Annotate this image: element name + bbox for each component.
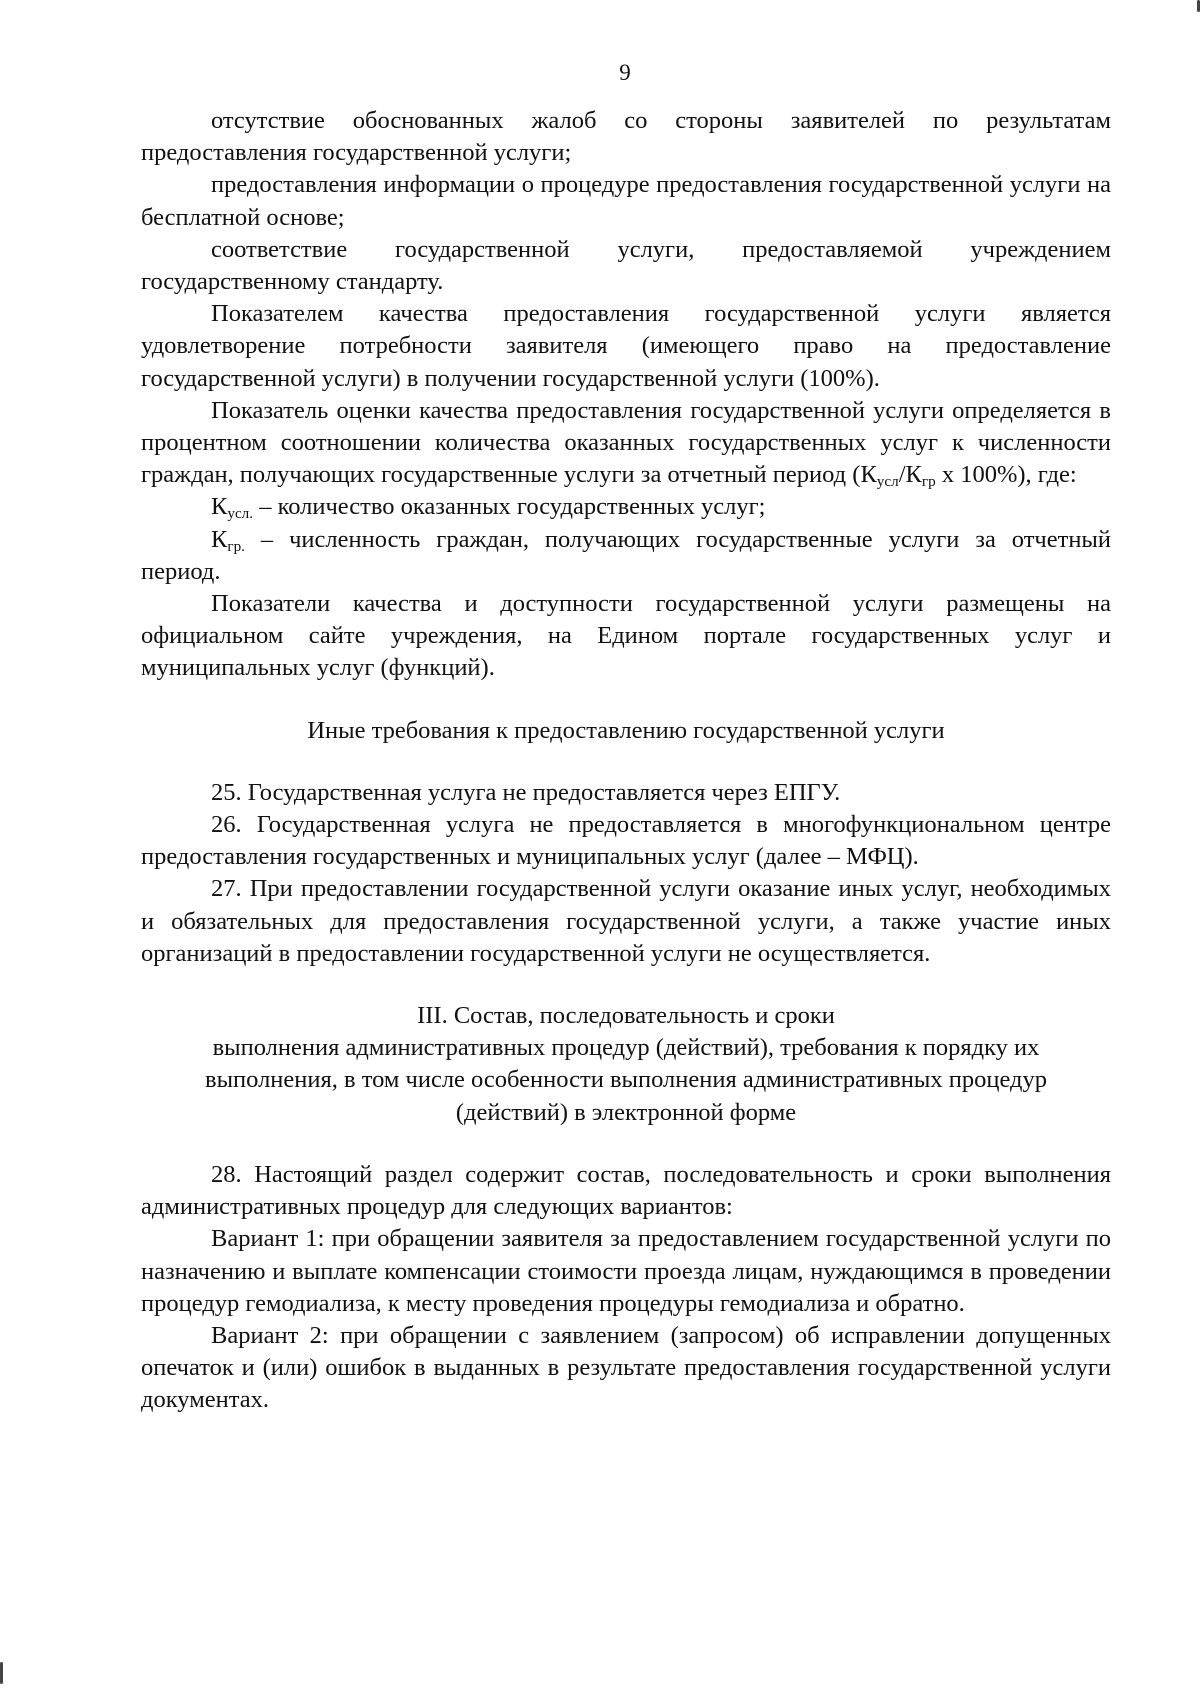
variant-1: Вариант 1: при обращении заявителя за предоставлением государственной услуги по назначению и выплате компенсации стоимости проезда лицам, нуждающимся в проведении процедур гемодиализа, к месту проведения процедуры гемодиализа и обратно. bbox=[141, 1225, 1111, 1317]
paragraph-free-info: предоставления информации о процедуре предоставления государственной услуги на бесплатной основе; bbox=[141, 171, 1111, 231]
section-iii-line-2: выполнения административных процедур (действий), требования к порядку их bbox=[212, 1034, 1040, 1062]
paragraph-portal: Показатели качества и доступности государственной услуги размещены на официальном сайте учреждения, на Едином портале государственных услуг и муниципальных услуг (функций). bbox=[141, 590, 1111, 682]
item-25: 25. Государственная услуга не предоставляется через ЕПГУ. bbox=[211, 778, 841, 806]
formula-k-gr: $К_{гр}$ bbox=[905, 461, 936, 491]
formula-k-usl: $К_{усл}$ bbox=[860, 461, 899, 491]
paragraph-standard-compliance: соответствие государственной услуги, предоставляемой учреждением государственному стандарту. bbox=[141, 235, 1111, 296]
section-heading-iii bbox=[141, 1000, 1111, 1129]
scan-mark-left bbox=[0, 1662, 3, 1684]
definition-k-usl: $К_{усл.}$ – количество оказанных государственных услуг; bbox=[211, 493, 766, 523]
paragraph-no-complaints: отсутствие обоснованных жалоб со стороны заявителей по результатам предоставления государственной услуги; bbox=[141, 107, 1111, 167]
paragraph-quality-indicator: Показателем качества предоставления государственной услуги является удовлетворение потребности заявителя (имеющего право на предоставление государственной услуги) в получении государственной услуги (100%). bbox=[141, 300, 1111, 392]
document-body bbox=[141, 105, 1111, 1417]
formula-rest: х 100%), где: bbox=[935, 461, 1077, 489]
paragraph-quality-assessment bbox=[141, 395, 1111, 492]
item-28: 28. Настоящий раздел содержит состав, последовательность и сроки выполнения административных процедур для следующих вариантов: bbox=[141, 1160, 1111, 1221]
section-iii-line-4: (действий) в электронной форме bbox=[455, 1098, 797, 1126]
page-number: 9 bbox=[619, 60, 631, 85]
item-26: 26. Государственная услуга не предоставляется в многофункциональном центре предоставления государственных и муниципальных услуг (далее – МФЦ). bbox=[141, 811, 1111, 871]
section-heading-other-requirements: Иные требования к предоставлению государственной услуги bbox=[307, 716, 945, 744]
variant-2: Вариант 2: при обращении с заявлением (запросом) об исправлении допущенных опечаток и (или) ошибок в выданных в результате предоставления государственной услуги документах. bbox=[141, 1321, 1111, 1414]
assessment-text: Показатель оценки качества предоставления государственной услуги определяется в процентном соотношении количества оказанных государственных услуг к численности граждан, получающих государственные услуги за отчетный период ( bbox=[141, 396, 1111, 489]
item-27: 27. При предоставлении государственной услуги оказание иных услуг, необходимых и обязательных для предоставления государственной услуги, а также участие иных организаций в предоставлении государственной услуги не осуществляется. bbox=[141, 875, 1111, 967]
formula-slash: / bbox=[898, 461, 906, 489]
section-iii-line-3: выполнения, в том числе особенности выполнения административных процедур bbox=[205, 1066, 1047, 1094]
definition-k-gr: $К_{гр.}$ – численность граждан, получающих государственные услуги за отчетный период. bbox=[141, 525, 1111, 585]
section-iii-line-1: III. Состав, последовательность и сроки bbox=[417, 1002, 835, 1030]
